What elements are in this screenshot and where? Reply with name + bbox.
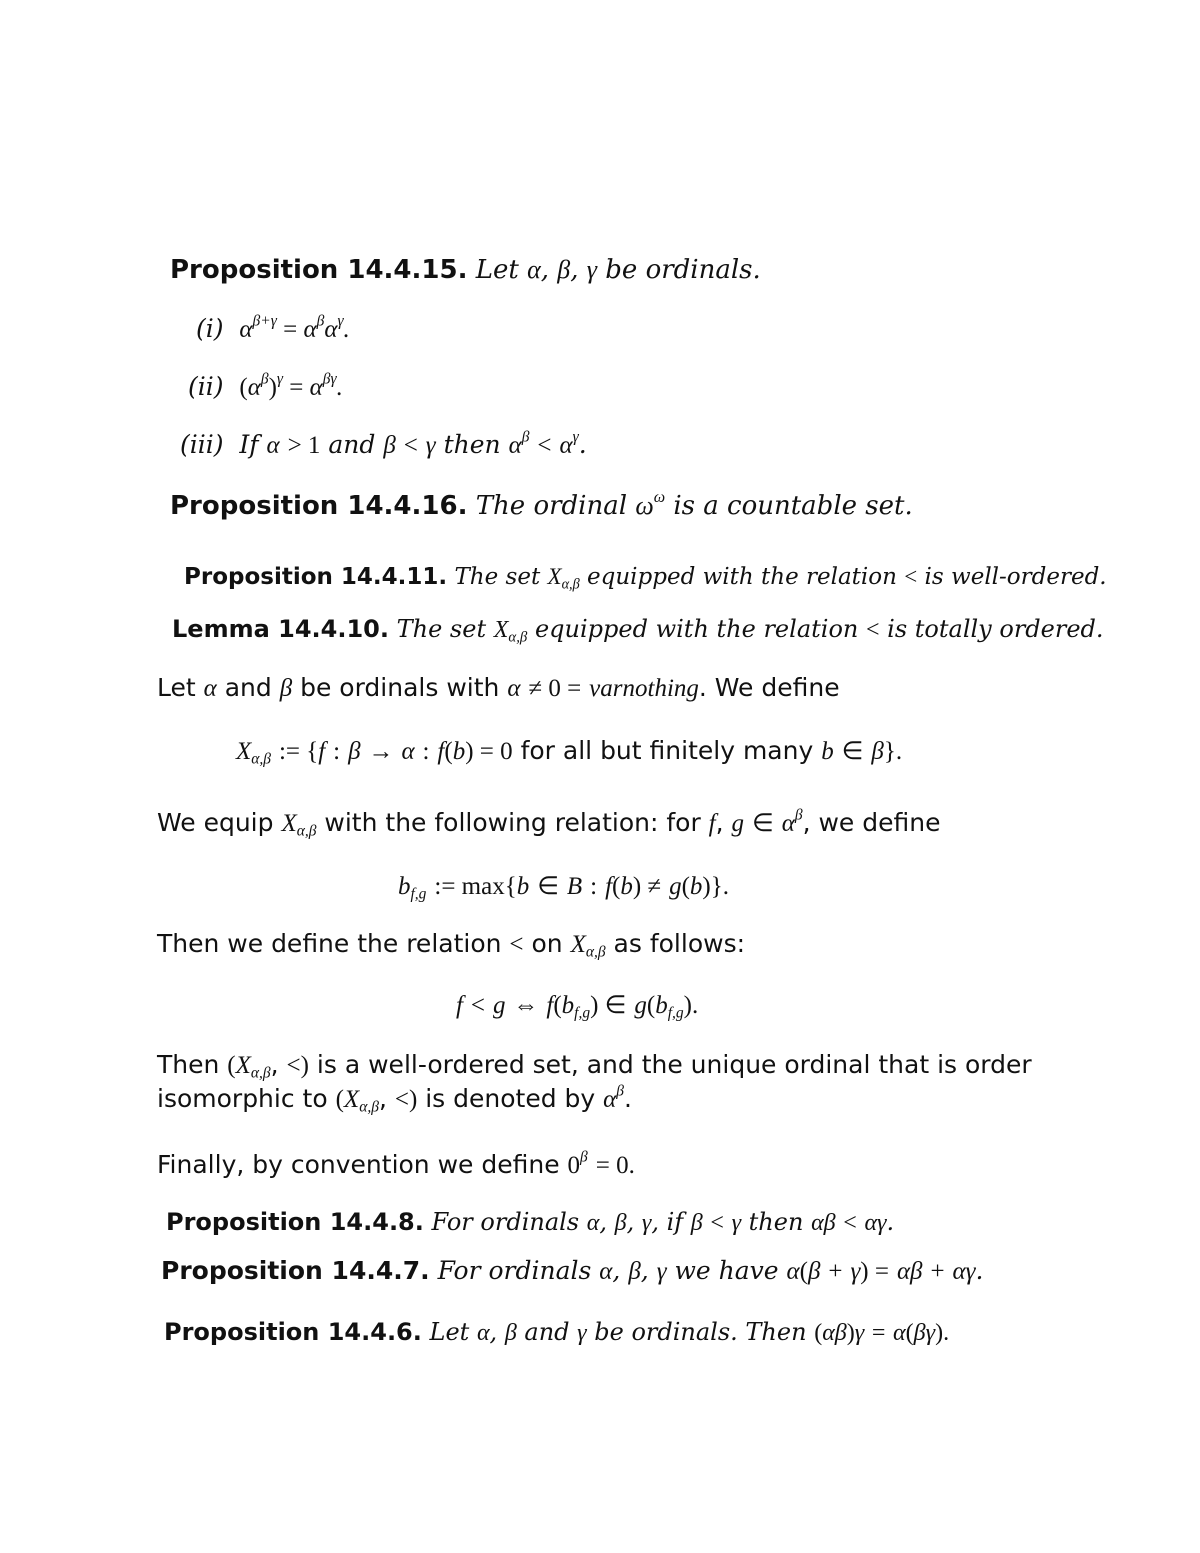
item-ii xyxy=(188,372,343,403)
proposition-statement: Let α, β, γ be ordinals. xyxy=(475,255,761,285)
proposition-14-4-15 xyxy=(170,254,761,286)
proposition-14-4-11 xyxy=(184,563,1107,592)
item-iii xyxy=(180,430,587,461)
proposition-14-4-16 xyxy=(170,490,913,522)
proposition-label: Proposition 14.4.15. xyxy=(170,255,468,285)
conclusion-line-2: isomorphic to ($X_{\alpha,\beta}$, <) is denoted by $\alpha^\beta$. xyxy=(157,1082,632,1116)
proposition-label: Proposition 14.4.11. xyxy=(184,564,448,590)
proposition-label: Proposition 14.4.6. xyxy=(164,1318,422,1346)
item-i xyxy=(196,314,350,345)
proposition-14-4-6 xyxy=(164,1318,949,1348)
conclusion-line-1: Then ($X_{\alpha,\beta}$, <) is a well-ordered set, and the unique ordinal that is order xyxy=(157,1050,1032,1082)
definition-intro: Let α and β be ordinals with α ≠ 0 = varnothing. We define xyxy=(157,673,840,702)
order-intro: Then we define the relation < on $X_{\alpha,\beta}$ as follows: xyxy=(157,929,746,961)
proposition-statement: The ordinal $\omega^\omega$ is a countable set. xyxy=(475,488,913,521)
proposition-statement: The set $X_{\alpha,\beta}$ equipped with the relation < is well-ordered. xyxy=(454,564,1107,593)
item-formula: $(\alpha^\beta)^\gamma = \alpha^{\beta\gamma}$. xyxy=(239,370,343,401)
lemma-label: Lemma 14.4.10. xyxy=(172,615,389,643)
proposition-statement: For ordinals α, β, γ, if β < γ then αβ < αγ. xyxy=(431,1208,895,1236)
proposition-14-4-8 xyxy=(166,1208,894,1238)
proposition-14-4-7 xyxy=(161,1256,983,1287)
item-marker: (i) xyxy=(196,314,224,343)
lemma-14-4-10 xyxy=(172,615,1104,645)
convention-line: Finally, by convention we define $0^\beta = 0$. xyxy=(157,1148,635,1179)
item-formula: $\alpha^{\beta+\gamma} = \alpha^\beta\alpha^\gamma$. xyxy=(239,312,350,343)
item-formula: If α > 1 and β < γ then $\alpha^\beta < \alpha^\gamma$. xyxy=(239,428,587,459)
set-definition-equation: $X_{\alpha,\beta}$ := {f : β → α : f(b) = 0 for all but finitely many b ∈ β}. xyxy=(236,736,903,768)
proposition-statement: For ordinals α, β, γ we have α(β + γ) = αβ + αγ. xyxy=(437,1256,984,1285)
proposition-statement: Let α, β and γ be ordinals. Then (αβ)γ = α(βγ). xyxy=(429,1318,950,1346)
proposition-label: Proposition 14.4.16. xyxy=(170,491,468,521)
proposition-label: Proposition 14.4.7. xyxy=(161,1256,430,1285)
item-marker: (iii) xyxy=(180,430,224,459)
item-marker: (ii) xyxy=(188,372,224,401)
lemma-statement: The set $X_{\alpha,\beta}$ equipped with the relation < is totally ordered. xyxy=(396,615,1104,646)
relation-intro: We equip $X_{\alpha,\beta}$ with the following relation: for f, g ∈ $\alpha^\beta$, we define xyxy=(157,806,941,840)
order-equation: f < g ⇔ $f(b_{f,g})$ ∈ $g(b_{f,g})$. xyxy=(456,992,699,1022)
bfg-equation: $b_{f,g}$ := max{b ∈ B : f(b) ≠ g(b)}. xyxy=(398,873,729,903)
proposition-label: Proposition 14.4.8. xyxy=(166,1208,424,1236)
